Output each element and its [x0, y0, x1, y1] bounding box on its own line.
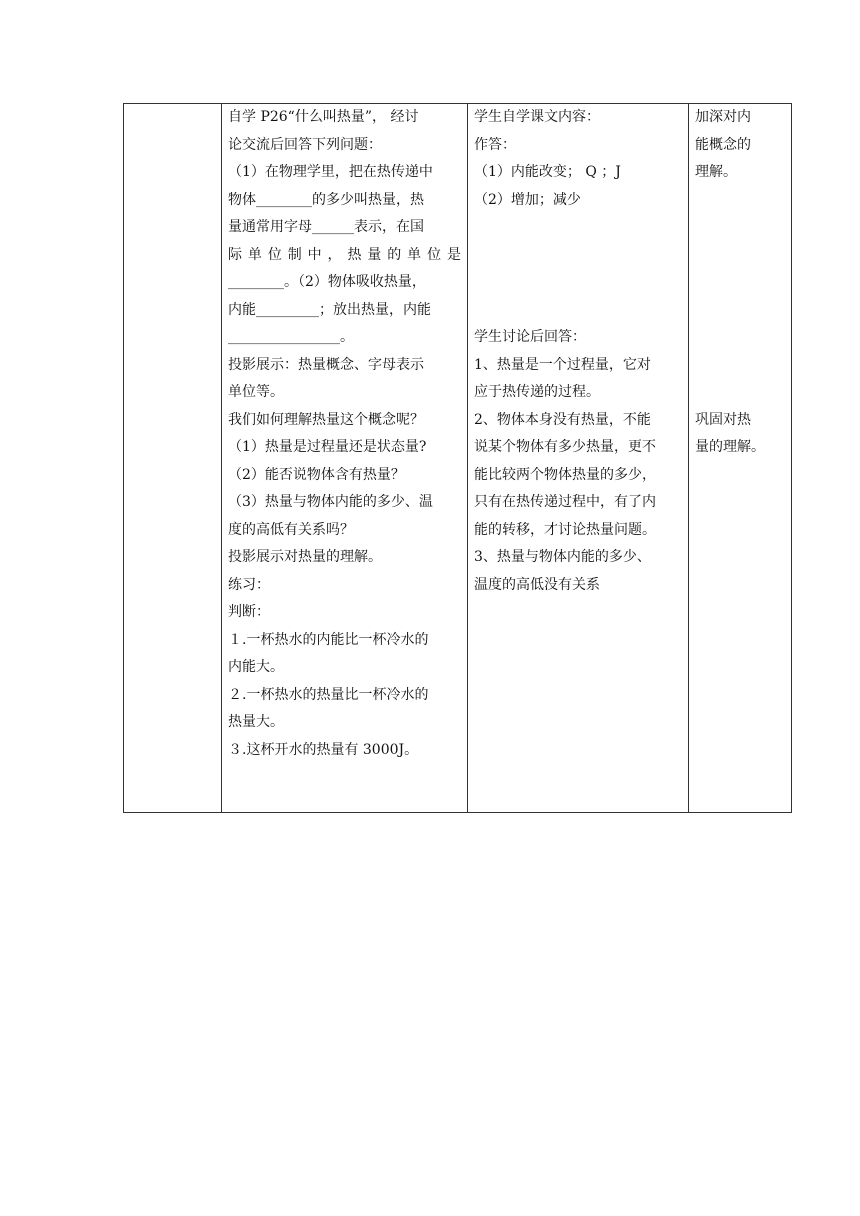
blank-line [695, 242, 785, 270]
text-line: 我们如何理解热量这个概念呢？ [228, 411, 424, 428]
text-line: ________________。 [228, 329, 354, 345]
text-line: 说某个物体有多少热量，更不 [474, 439, 656, 455]
text-line: （1）热量是过程量还是状态量? [228, 439, 427, 455]
blank-line [474, 242, 682, 270]
text-line: 投影展示对热量的理解。 [228, 549, 382, 565]
text-line: （2）能否说物体含有热量？ [228, 466, 405, 483]
text-line: 练习： [228, 576, 270, 593]
text-line: 能的转移，才讨论热量问题。 [474, 521, 656, 538]
text-line: （1）内能改变； Q ；J [474, 164, 621, 180]
text-line: 论交流后回答下列问题： [228, 136, 382, 153]
text-line: 判断： [228, 604, 270, 620]
text-line: 能概念的 [695, 136, 751, 153]
text-line: 际单位制中，热量的单位是 [228, 246, 461, 263]
text-line: 度的高低有关系吗？ [228, 521, 354, 538]
text-line: 加深对内 [695, 109, 751, 125]
text-line: （2）增加；减少 [474, 191, 581, 208]
text-line: ３.这杯开水的热量有 3000J。 [228, 741, 419, 758]
blank-line [695, 297, 785, 325]
blank-line [474, 214, 682, 242]
text-line: 巩固对热 [695, 411, 751, 428]
blank-line [474, 297, 682, 325]
text-line: 能比较两个物体热量的多少， [474, 466, 656, 483]
blank-line [695, 324, 785, 352]
student-activity-cell [468, 104, 689, 813]
blank-line [474, 269, 682, 297]
text-line: 热量大。 [228, 714, 284, 730]
text-line: 理解。 [695, 164, 737, 180]
text-line: （1）在物理学里，把在热传递中 [228, 164, 433, 180]
text-line: 物体________的多少叫热量，热 [228, 191, 424, 208]
text-line: （3）热量与物体内能的多少、温 [228, 494, 433, 510]
design-intent-cell [689, 104, 792, 813]
text-line: 作答： [474, 136, 516, 153]
text-line: 投影展示：热量概念、字母表示 [228, 356, 424, 373]
text-line: 内能大。 [228, 659, 284, 675]
text-line: 温度的高低没有关系 [474, 576, 600, 593]
text-line: 学生自学课文内容： [474, 109, 600, 125]
blank-line [695, 269, 785, 297]
text-line: 3、热量与物体内能的多少、 [474, 549, 651, 565]
teacher-activity-cell [222, 104, 468, 813]
text-line: 只有在热传递过程中，有了内 [474, 494, 656, 510]
text-line: 内能_________；放出热量，内能 [228, 301, 431, 318]
text-line: ________。（2）物体吸收热量， [228, 274, 426, 290]
text-line: 应于热传递的过程。 [474, 384, 600, 400]
lesson-table [123, 103, 792, 813]
table-row [124, 104, 792, 813]
stage-cell [124, 104, 222, 813]
blank-line [695, 379, 785, 407]
blank-line [695, 187, 785, 215]
text-line: 自学 P26“什么叫热量”， 经讨 [228, 109, 419, 125]
text-line: 学生讨论后回答： [474, 329, 586, 345]
text-line: 1、热量是一个过程量，它对 [474, 356, 651, 373]
text-line: 单位等。 [228, 384, 284, 400]
blank-line [695, 214, 785, 242]
text-line: １.一杯热水的内能比一杯冷水的 [228, 631, 429, 648]
text-line: ２.一杯热水的热量比一杯冷水的 [228, 686, 429, 703]
text-line: 量的理解。 [695, 439, 765, 455]
blank-line [695, 352, 785, 380]
text-line: 量通常用字母______表示，在国 [228, 219, 424, 235]
text-line: 2、物体本身没有热量，不能 [474, 411, 651, 428]
